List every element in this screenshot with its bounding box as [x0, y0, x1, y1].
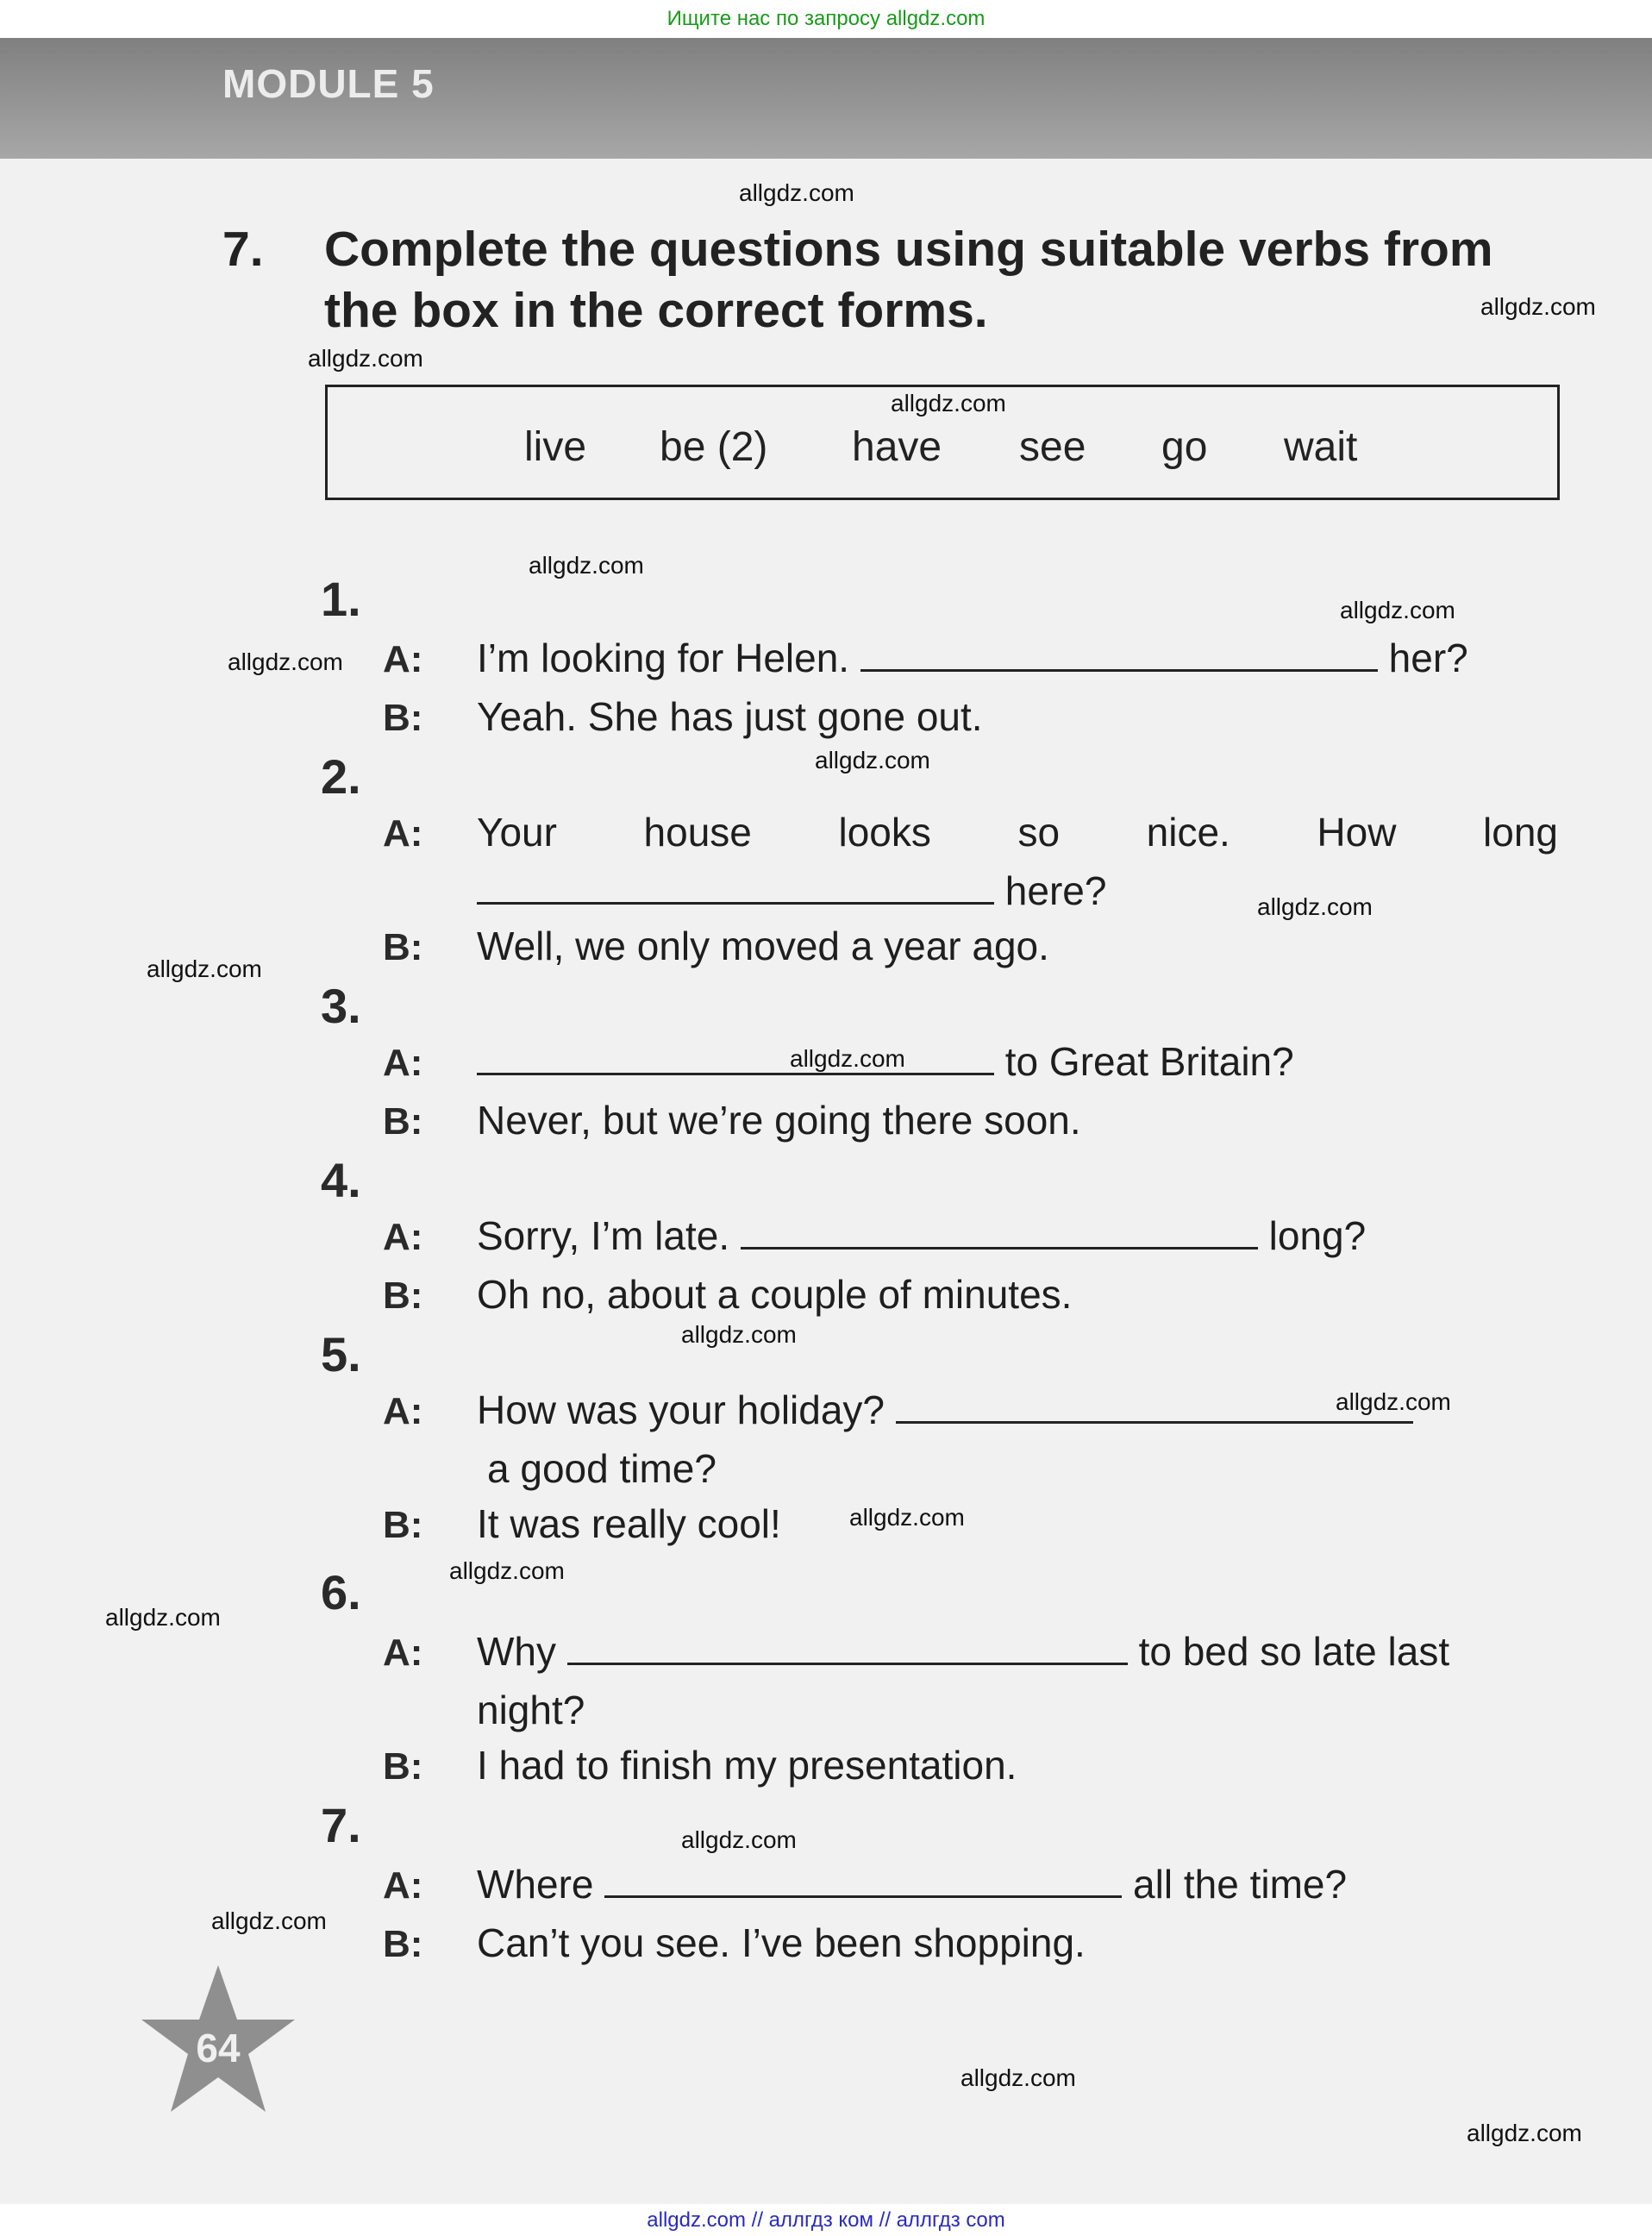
speaker-label: A:: [383, 638, 423, 680]
verb-word: have: [852, 424, 942, 470]
dialogue-line: Your house looks so nice. How long: [477, 810, 1558, 855]
line-text: long?: [1268, 1213, 1367, 1258]
item-number: 1.: [321, 572, 361, 626]
dialogue-line: Can’t you see. I’ve been shopping.: [477, 1920, 1086, 1965]
task-number: 7.: [222, 222, 264, 277]
watermark: allgdz.com: [1257, 893, 1373, 920]
speaker-label: B:: [383, 1100, 423, 1143]
dialogue-line: [477, 867, 1106, 914]
verb-word: be (2): [660, 424, 768, 470]
dialogue-line: night?: [477, 1688, 585, 1732]
watermark: allgdz.com: [1480, 293, 1596, 320]
item-number: 6.: [321, 1565, 361, 1619]
watermark: allgdz.com: [681, 1321, 797, 1348]
line-text: to bed so late last: [1138, 1629, 1450, 1674]
line-text: her?: [1388, 636, 1468, 680]
line-text: Where: [477, 1862, 594, 1907]
speaker-label: A:: [383, 1042, 423, 1084]
dialogue-line: Never, but we’re going there soon.: [477, 1098, 1081, 1143]
item-number: 2.: [321, 749, 361, 804]
speaker-label: A:: [383, 1216, 423, 1258]
task-instruction: Complete the questions using suitable verbs from the box in the correct forms.: [324, 222, 1493, 338]
watermark: allgdz.com: [790, 1045, 905, 1072]
answer-blank[interactable]: [567, 1630, 1128, 1665]
watermark: allgdz.com: [815, 747, 930, 774]
watermark: allgdz.com: [849, 1504, 965, 1531]
dialogue-line: [477, 635, 1468, 681]
speaker-label: B:: [383, 926, 423, 968]
verb-word: go: [1161, 424, 1208, 470]
line-text: I’m looking for Helen.: [477, 636, 850, 680]
answer-blank[interactable]: [860, 636, 1378, 672]
line-text: all the time?: [1133, 1862, 1348, 1907]
answer-blank[interactable]: [477, 869, 994, 905]
speaker-label: B:: [383, 697, 423, 739]
verb-word: wait: [1284, 424, 1358, 470]
watermark: allgdz.com: [1340, 597, 1455, 623]
top-banner: Ищите нас по запросу allgdz.com: [666, 7, 986, 30]
watermark: allgdz.com: [211, 1907, 327, 1934]
speaker-label: B:: [383, 1923, 423, 1965]
speaker-label: B:: [383, 1504, 423, 1546]
module-header-band: [0, 38, 1652, 159]
item-number: 3.: [321, 979, 361, 1033]
dialogue-line: [477, 1628, 1449, 1675]
item-number: 7.: [321, 1798, 361, 1852]
bottom-banner: allgdz.com // аллгдз ком // аллгдз com: [647, 2208, 1005, 2232]
page-number: 64: [196, 2026, 241, 2070]
textbook-page: [0, 38, 1652, 2204]
line-text: to Great Britain?: [1004, 1039, 1294, 1084]
line-text: here?: [1004, 868, 1107, 913]
dialogue-line: [477, 1212, 1366, 1259]
dialogue-line: Oh no, about a couple of minutes.: [477, 1272, 1073, 1317]
watermark: allgdz.com: [891, 390, 1006, 417]
verb-word: see: [1019, 424, 1086, 470]
page-number-star: [136, 1961, 300, 2125]
watermark: allgdz.com: [1467, 2120, 1582, 2146]
watermark: allgdz.com: [529, 552, 644, 579]
item-number: 5.: [321, 1327, 361, 1381]
module-title: MODULE 5: [222, 61, 435, 106]
speaker-label: A:: [383, 1864, 423, 1907]
watermark: allgdz.com: [228, 648, 343, 675]
watermark: allgdz.com: [1336, 1388, 1451, 1415]
watermark: allgdz.com: [308, 345, 423, 372]
dialogue-line: a good time?: [487, 1446, 716, 1491]
speaker-label: A:: [383, 812, 423, 855]
speaker-label: B:: [383, 1275, 423, 1317]
watermark: allgdz.com: [105, 1604, 221, 1631]
watermark: allgdz.com: [147, 955, 262, 982]
dialogue-line: Yeah. She has just gone out.: [477, 694, 983, 739]
line-text: Why: [477, 1629, 556, 1674]
speaker-label: B:: [383, 1745, 423, 1788]
watermark: allgdz.com: [739, 179, 854, 206]
answer-blank[interactable]: [741, 1214, 1258, 1250]
speaker-label: A:: [383, 1390, 423, 1432]
watermark: allgdz.com: [681, 1826, 797, 1853]
dialogue-line: Well, we only moved a year ago.: [477, 924, 1049, 968]
answer-blank[interactable]: [477, 1040, 994, 1075]
dialogue-line: [477, 1861, 1347, 1907]
line-text: How was your holiday?: [477, 1387, 885, 1432]
dialogue-line: I had to finish my presentation.: [477, 1743, 1017, 1788]
dialogue-line: It was really cool!: [477, 1501, 781, 1546]
speaker-label: A:: [383, 1632, 423, 1674]
watermark: allgdz.com: [961, 2064, 1076, 2091]
dialogue-line: [477, 1387, 1413, 1433]
watermark: allgdz.com: [449, 1557, 565, 1584]
line-text: Sorry, I’m late.: [477, 1213, 730, 1258]
answer-blank[interactable]: [604, 1863, 1122, 1898]
item-number: 4.: [321, 1153, 361, 1207]
verb-word: live: [524, 424, 587, 470]
